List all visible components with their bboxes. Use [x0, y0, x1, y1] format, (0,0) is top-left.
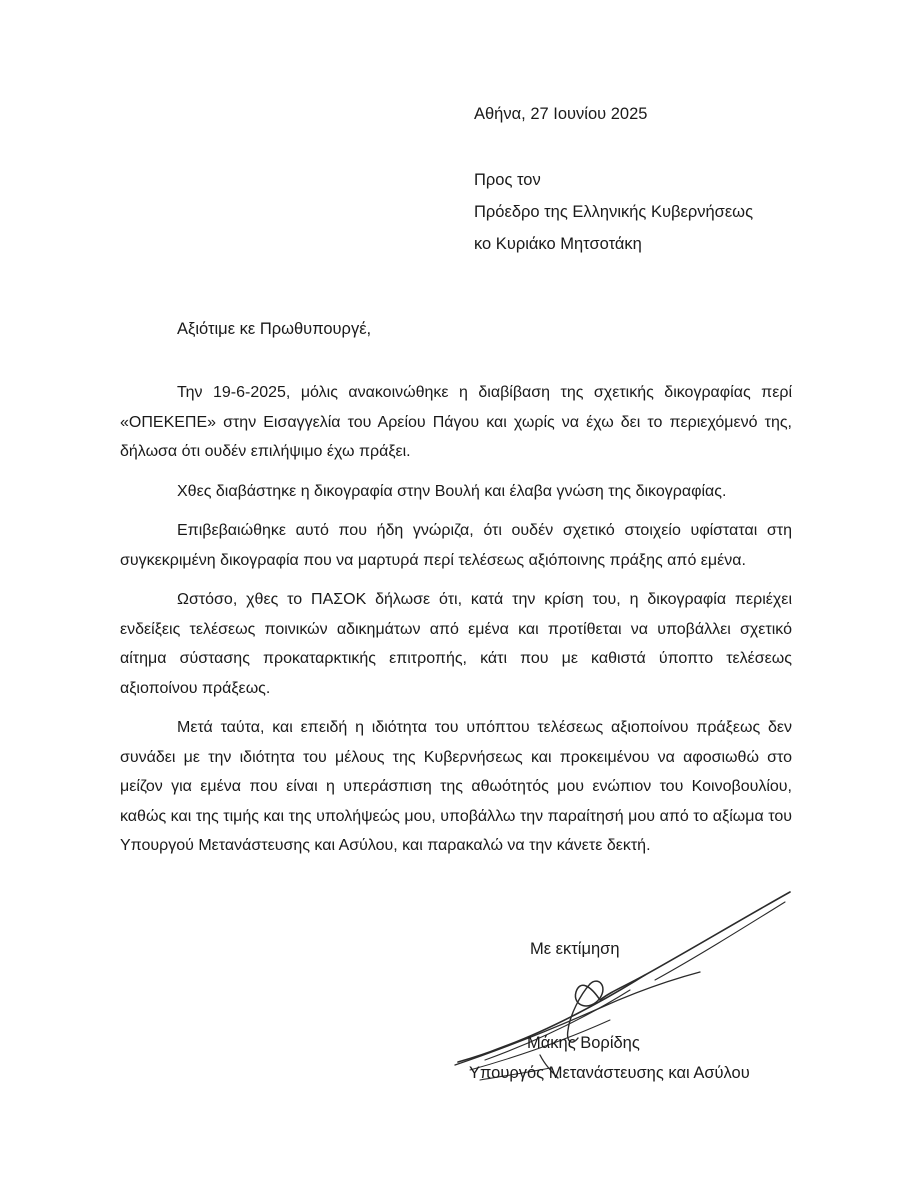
recipient-line-2: Πρόεδρο της Ελληνικής Κυβερνήσεως	[474, 203, 754, 221]
body-paragraph-1: Την 19-6-2025, μόλις ανακοινώθηκε η διαβίβαση της σχετικής δικογραφίας περί «ΟΠΕΚΕΠΕ» στην Εισαγγελία του Αρείου Πάγου και χωρίς να έχω δει το περιεχόμενό της, δήλωσα ότι ουδέν επιλήψιμο έχω πράξει.	[120, 384, 792, 460]
salutation: Αξιότιμε κε Πρωθυπουργέ,	[177, 320, 372, 338]
letter-date: Αθήνα, 27 Ιουνίου 2025	[474, 105, 648, 123]
recipient-block	[474, 164, 753, 260]
body-paragraph-3: Επιβεβαιώθηκε αυτό που ήδη γνώριζα, ότι ουδέν σχετικό στοιχείο υφίσταται στη συγκεκριμένη δικογραφία που να μαρτυρά περί τελέσεως αξιόποινης πράξης από εμένα.	[120, 522, 792, 569]
recipient-line-1: Προς τον	[474, 171, 541, 189]
signatory-title: Υπουργός Μετανάστευσης και Ασύλου	[469, 1064, 750, 1082]
letter-body	[120, 378, 792, 871]
body-paragraph-4: Ωστόσο, χθες το ΠΑΣΟΚ δήλωσε ότι, κατά την κρίση του, η δικογραφία περιέχει ενδείξεις τελέσεως ποινικών αδικημάτων από εμένα και προτίθεται να υποβάλλει σχετικό αίτημα σύστασης προκαταρκτικής επιτροπής, κάτι που με καθιστά ύποπτο τελέσεως αξιοποίνου πράξεως.	[120, 591, 792, 697]
signatory-name: Μάκης Βορίδης	[527, 1034, 640, 1052]
closing-phrase: Με εκτίμηση	[530, 940, 620, 958]
body-paragraph-2: Χθες διαβάστηκε η δικογραφία στην Βουλή και έλαβα γνώση της δικογραφίας.	[177, 482, 727, 500]
recipient-line-3: κο Κυριάκο Μητσοτάκη	[474, 235, 642, 253]
body-paragraph-5: Μετά ταύτα, και επειδή η ιδιότητα του υπόπτου τελέσεως αξιοποίνου πράξεως δεν συνάδει με την ιδιότητα του μέλους της Κυβερνήσεως και προκειμένου να αφοσιωθώ στο μείζον για εμένα που είναι η υπεράσπιση της αθωότητός μου ενώπιον του Κοινοβουλίου, καθώς και της τιμής και της υπολήψεώς μου, υποβάλλω την παραίτησή μου από το αξίωμα του Υπουργού Μετανάστευσης και Ασύλου, και παρακαλώ να την κάνετε δεκτή.	[120, 719, 792, 854]
